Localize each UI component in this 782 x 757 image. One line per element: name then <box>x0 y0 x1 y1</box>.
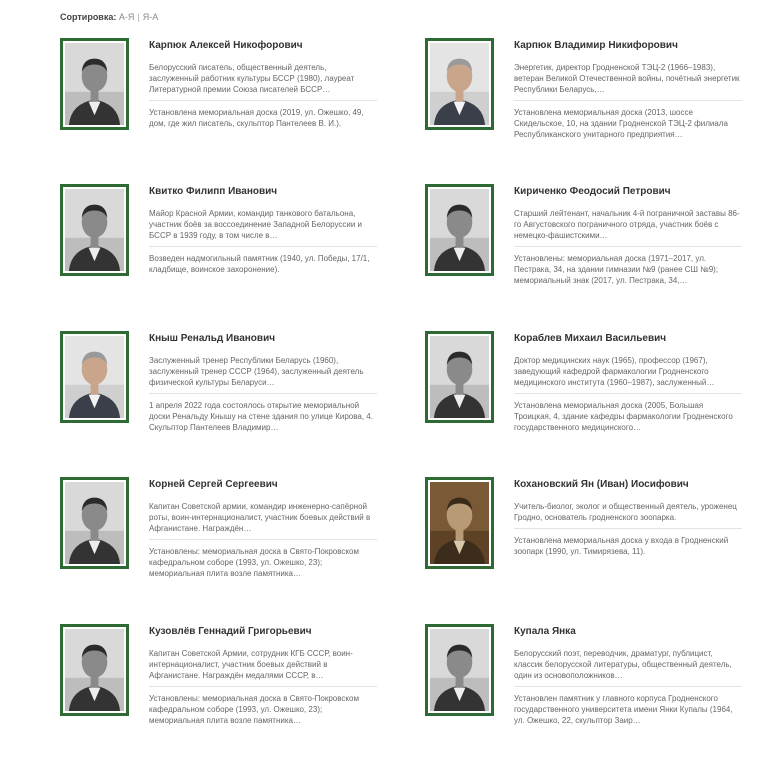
person-memorial: Возведен надмогильный памятник (1940, ул. Победы, 17/1, кладбище, воинское захоронение). <box>149 254 370 274</box>
person-description: Майор Красной Армии, командир танкового батальона, участник боёв за воссоединение Западной Белоруссии и БССР в 1939 году, в том числе в… <box>149 208 377 247</box>
person-photo[interactable] <box>425 38 494 130</box>
person-memorial: Установлена мемориальная доска (2005, Большая Троицкая, 4, здание кафедры фармакологии Гродненского государственного медицинского… <box>514 401 733 432</box>
portrait-image <box>430 336 489 418</box>
person-description: Белорусский писатель, общественный деятель, заслуженный работник культуры БССР (1980), лауреат Литературной премии Союза писателей БССР… <box>149 62 377 101</box>
person-description: Старший лейтенант, начальник 4-й пограничной заставы 86-го Августовского пограничного отряда, участник боёв с немецко-фашистскими… <box>514 208 742 247</box>
portrait-image <box>430 482 489 564</box>
person-photo[interactable] <box>425 477 494 569</box>
sort-az-link[interactable]: А-Я <box>118 12 135 22</box>
person-description: Энергетик, директор Гродненской ТЭЦ-2 (1966–1983), ветеран Великой Отечественной войны, почётный энергетик Республики Беларусь,… <box>514 62 742 101</box>
person-name[interactable]: Кораблев Михаил Васильевич <box>514 333 667 344</box>
person-card[interactable] <box>425 331 755 431</box>
portrait-image <box>65 629 124 711</box>
person-card[interactable] <box>425 184 755 284</box>
person-card[interactable] <box>425 624 755 724</box>
person-photo[interactable] <box>60 184 129 276</box>
person-name[interactable]: Кныш Ренальд Иванович <box>149 333 276 344</box>
person-name[interactable]: Карпюк Алексей Никофорович <box>149 40 303 51</box>
person-photo[interactable] <box>60 331 129 423</box>
person-photo[interactable] <box>425 331 494 423</box>
portrait-image <box>65 189 124 271</box>
person-memorial: 1 апреля 2022 года состоялось открытие мемориальной доски Ренальду Кнышу на стене здания по улице Кирова, 4. Скульптор Пантелеев Владимир… <box>149 401 373 432</box>
person-card[interactable] <box>425 477 755 577</box>
portrait-image <box>430 43 489 125</box>
person-name[interactable]: Кохановский Ян (Иван) Иосифович <box>514 479 689 490</box>
person-memorial: Установлены: мемориальная доска (1971–2017, ул. Пестрака, 34, на здании гимназии №9 (ранее СШ №9); мемориальный знак (2017, ул. Пестрака, 34,… <box>514 254 719 285</box>
person-card[interactable] <box>60 184 390 284</box>
person-memorial: Установлены: мемориальная доска в Свято-Покровском кафедральном соборе (1993, ул. Ожешко, 23); мемориальная плита возле памятника… <box>149 694 359 725</box>
person-memorial: Установлена мемориальная доска (2013, шоссе Скидельское, 10, на здании Гродненской ТЭЦ-2 филиала Республиканского унитарного предприятия… <box>514 108 728 139</box>
person-description: Доктор медицинских наук (1965), профессор (1967), заведующий кафедрой фармакологии Гродненского медицинского института (1960–1987), заслуженный… <box>514 355 742 394</box>
person-card[interactable] <box>60 624 390 724</box>
person-card[interactable] <box>60 38 390 138</box>
person-memorial: Установлена мемориальная доска (2019, ул. Ожешко, 49, дом, где жил писатель, скульптор Пантелеев В. И.). <box>149 108 364 128</box>
person-name[interactable]: Корней Сергей Сергеевич <box>149 479 278 490</box>
person-photo[interactable] <box>425 624 494 716</box>
person-name[interactable]: Кириченко Феодосий Петрович <box>514 186 671 197</box>
person-photo[interactable] <box>60 477 129 569</box>
person-description: Капитан Советской Армии, сотрудник КГБ СССР, воин-интернационалист, участник боевых действий в Афганистане. Награждён медалями СССР, в… <box>149 648 377 687</box>
person-description: Заслуженный тренер Республики Беларусь (1960), заслуженный тренер СССР (1964), заслуженный деятель физической культуры Беларуси… <box>149 355 377 394</box>
portrait-image <box>65 336 124 418</box>
person-memorial: Установлена мемориальная доска у входа в Гродненский зоопарк (1990, ул. Тимирязева, 11). <box>514 536 729 556</box>
person-description: Учитель-биолог, эколог и общественный деятель, уроженец Гродно, основатель гродненского зоопарка. <box>514 501 742 529</box>
portrait-image <box>65 482 124 564</box>
portrait-image <box>430 189 489 271</box>
sort-bar <box>60 12 158 22</box>
person-description: Капитан Советской армии, командир инженерно-сапёрной роты, воин-интернационалист, участник боевых действий в Афганистане. Награждён… <box>149 501 377 540</box>
sort-label: Сортировка: <box>60 12 117 22</box>
portrait-image <box>430 629 489 711</box>
person-memorial: Установлены: мемориальная доска в Свято-Покровском кафедральном соборе (1993, ул. Ожешко, 23); мемориальная плита возле памятника… <box>149 547 359 578</box>
person-card[interactable] <box>60 477 390 577</box>
person-photo[interactable] <box>60 624 129 716</box>
person-photo[interactable] <box>425 184 494 276</box>
person-card[interactable] <box>60 331 390 431</box>
person-name[interactable]: Карпюк Владимир Никифорович <box>514 40 678 51</box>
person-name[interactable]: Квитко Филипп Иванович <box>149 186 278 197</box>
person-name[interactable]: Купала Янка <box>514 626 576 637</box>
sort-separator: | <box>137 12 140 22</box>
sort-za-link[interactable]: Я-А <box>142 12 159 22</box>
person-card[interactable] <box>425 38 755 138</box>
person-description: Белорусский поэт, переводчик, драматург, публицист, классик белорусской литературы, общественный деятель, один из основоположников… <box>514 648 742 687</box>
portrait-image <box>65 43 124 125</box>
person-photo[interactable] <box>60 38 129 130</box>
person-name[interactable]: Кузовлёв Геннадий Григорьевич <box>149 626 312 637</box>
person-memorial: Установлен памятник у главного корпуса Гродненского государственного университета имени Янки Купалы (1964, ул. Ожешко, 22, скульптор Заир… <box>514 694 733 725</box>
